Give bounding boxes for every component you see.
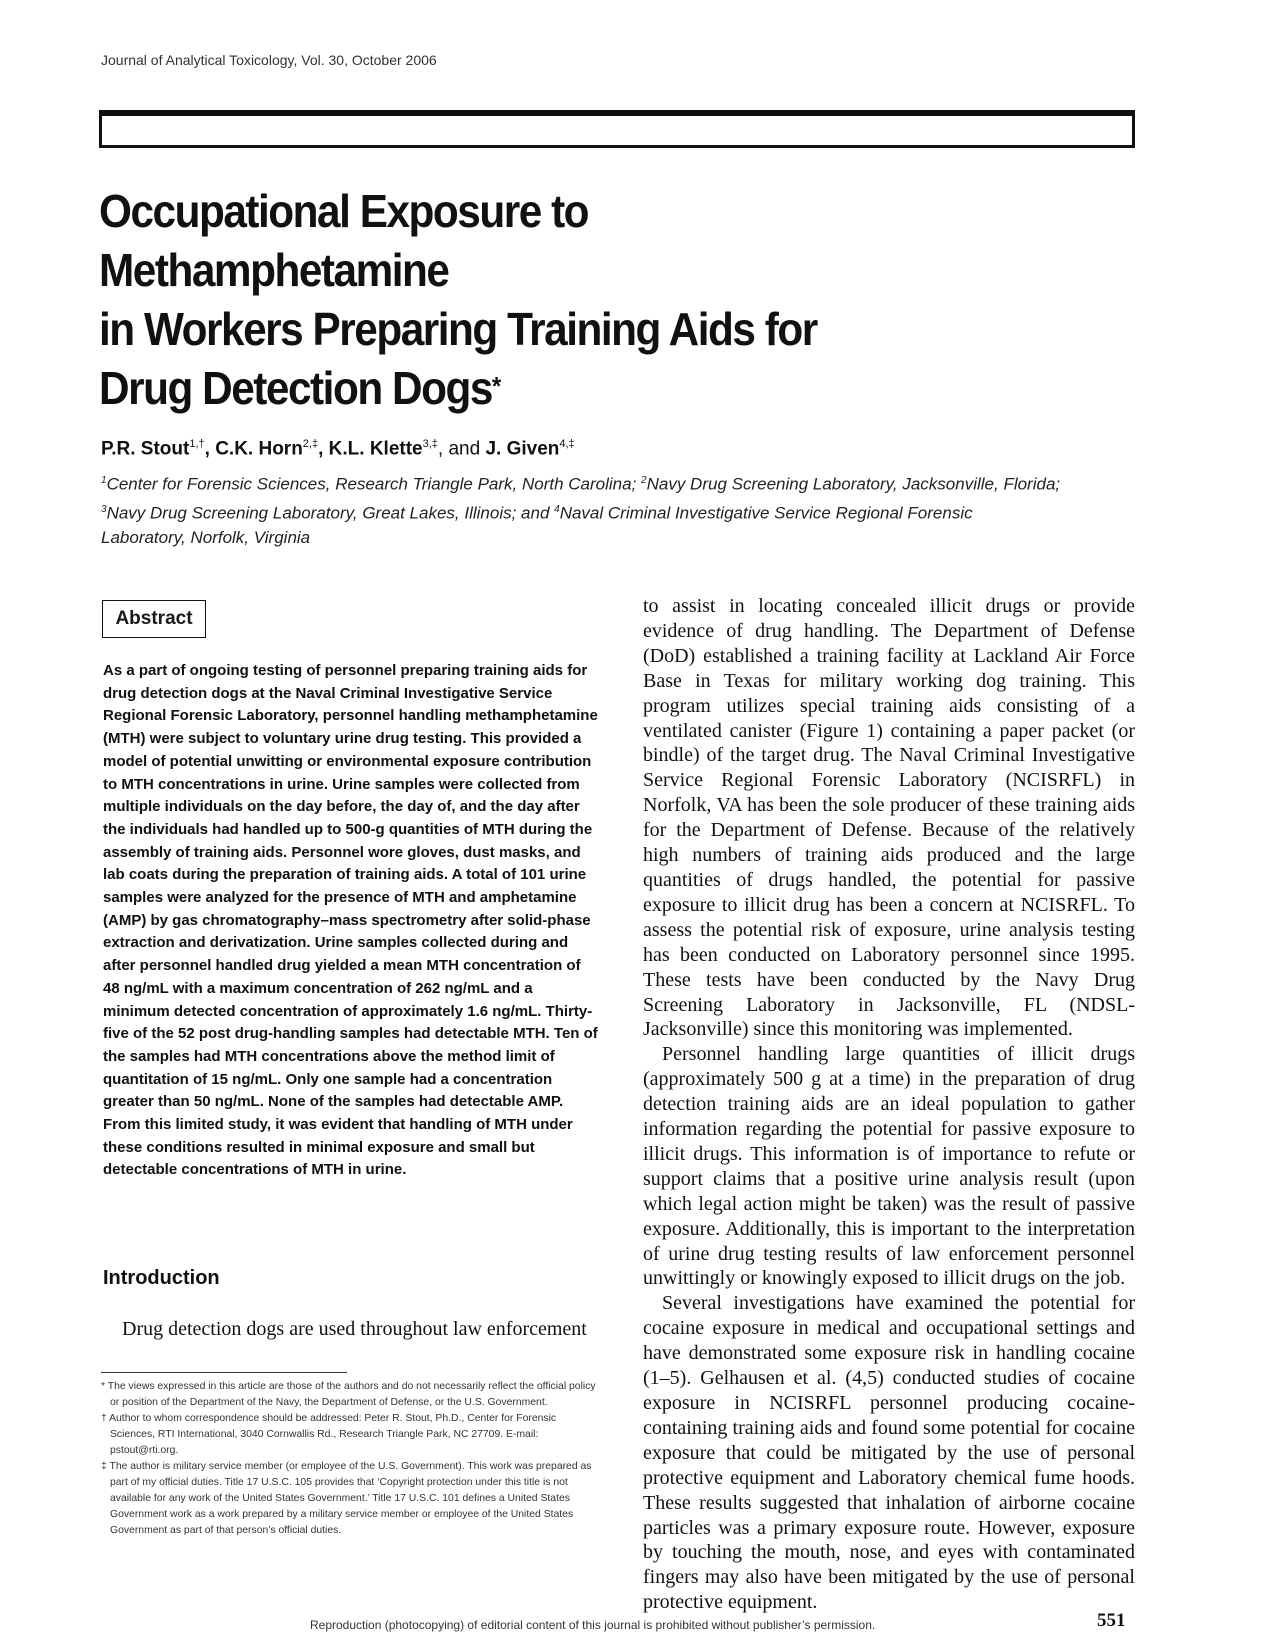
- author-separator: , and: [437, 438, 486, 460]
- author-affiliation-sup: 2,‡: [302, 438, 319, 450]
- title-footnote-marker: *: [491, 371, 500, 401]
- journal-header: Journal of Analytical Toxicology, Vol. 30, October 2006: [101, 52, 437, 68]
- title-line-2: in Workers Preparing Training Aids for: [99, 303, 817, 355]
- header-rule-box: [99, 110, 1135, 148]
- affiliation-number: 2: [641, 475, 647, 486]
- affiliation-text: Navy Drug Screening Laboratory, Jacksonville, Florida;: [646, 474, 1061, 494]
- copyright-footer: Reproduction (photocopying) of editorial content of this journal is prohibited without publisher’s permission.: [310, 1618, 876, 1632]
- author-name: C.K. Horn: [215, 438, 303, 460]
- affiliation-number: 1: [101, 475, 107, 486]
- affiliation-number: 4: [554, 503, 560, 515]
- introduction-heading: Introduction: [103, 1267, 220, 1289]
- author-affiliation-sup: 3,‡: [422, 438, 438, 450]
- affiliation-text: Navy Drug Screening Laboratory, Great Lakes, Illinois; and: [106, 503, 555, 523]
- page-number: 551: [1097, 1610, 1126, 1631]
- footnote: ‡ The author is military service member (or employee of the U.S. Government). This work was prepared as part of my official duties. Title 17 U.S.C. 105 provides that ‘Copyright protection under this title is not available for any work of the United States Government.’ Title 17 U.S.C. 101 defines a United States Government work as a work prepared by a military service member or employee of the United States Government as part of that person’s official duties.: [101, 1461, 592, 1536]
- footnote: * The views expressed in this article are those of the authors and do not necessarily reflect the official policy or position of the Department of the Navy, the Department of Defense, or the U.S. Government.: [101, 1381, 596, 1408]
- affiliation-text: Naval Criminal Investigative Service Regional Forensic Laboratory, Norfolk, Virginia: [101, 503, 973, 548]
- abstract-text: As a part of ongoing testing of personnel preparing training aids for drug detection dogs at the Naval Criminal Investigative Service Regional Forensic Laboratory, personnel handling methamphetamine (MTH) were subject to voluntary urine drug testing. This provided a model of potential unwitting or environmental exposure contribution to MTH concentrations in urine. Urine samples were collected from multiple individuals on the day before, the day of, and the day after the individuals had handled up to 500-g quantities of MTH during the assembly of training aids. Personnel wore gloves, dust masks, and lab coats during the preparation of training aids. A total of 101 urine samples were analyzed for the presence of MTH and amphetamine (AMP) by gas chromatography–mass spectrometry after solid-phase extraction and derivatization. Urine samples collected during and after personnel handled drug yielded a mean MTH concentration of 48 ng/mL with a maximum concentration of 262 ng/mL and a minimum detected concentration of approximately 1.6 ng/mL. Thirty-five of the 52 post drug-handling samples had detectable MTH. Ten of the samples had MTH concentrations above the method limit of quantitation of 15 ng/mL. Only one sample had a concentration greater than 50 ng/mL. None of the samples had detectable AMP. From this limited study, it was evident that handling of MTH under these conditions resulted in minimal exposure and small but detectable concentrations of MTH in urine.: [103, 662, 598, 1179]
- author-separator: ,: [204, 438, 216, 460]
- affiliation-text: Center for Forensic Sciences, Research Triangle Park, North Carolina;: [106, 474, 642, 494]
- body-paragraph: Several investigations have examined the potential for cocaine exposure in medical and occupational settings and have demonstrated some exposure risk in handling cocaine (1–5). Gelhausen et al. (4,5) conducted studies of cocaine exposure in NCISRFL personnel producing cocaine-containing training aids and found some potential for cocaine exposure that could be mitigated by the use of personal protective equipment and Laboratory chemical fume hoods. These results suggested that inhalation of airborne cocaine particles was a primary exposure route. However, exposure by touching the mouth, nose, and eyes with contaminated fingers may also have been mitigated by the use of personal protective equipment.: [643, 1292, 1135, 1614]
- abstract-heading: Abstract: [102, 600, 206, 638]
- affiliation-number: 3: [101, 503, 107, 515]
- title-line-3: Drug Detection Dogs: [99, 362, 492, 414]
- author-name: J. Given: [485, 438, 560, 460]
- title-line-1: Occupational Exposure to Methamphetamine: [99, 185, 589, 296]
- footnote-divider: [101, 1372, 347, 1373]
- body-paragraph: to assist in locating concealed illicit drugs or provide evidence of drug handling. The Department of Defense (DoD) established a training facility at Lackland Air Force Base in Texas for military working dog training. This program utilizes special training aids consisting of a ventilated canister (Figure 1) containing a paper packet (or bindle) of the target drug. The Naval Criminal Investigative Service Regional Forensic Laboratory (NCISRFL) in Norfolk, VA has been the sole producer of these training aids for the Department of Defense. Because of the relatively high numbers of training aids produced and the large quantities of drugs handled, the potential for passive exposure to illicit drug has been a concern at NCISRFL. To assess the potential risk of exposure, urine analysis testing has been conducted on Laboratory personnel since 1995. These tests have been conducted by the Navy Drug Screening Laboratory in Jacksonville, FL (NDSL-Jacksonville) since this monitoring was implemented.: [643, 595, 1135, 1041]
- author-list: [101, 438, 575, 460]
- author-name: P.R. Stout: [101, 438, 190, 460]
- footnotes: [101, 1379, 598, 1539]
- author-affiliation-sup: 1,†: [189, 438, 205, 450]
- footnote: † Author to whom correspondence should be addressed: Peter R. Stout, Ph.D., Center for Forensic Sciences, RTI International, 3040 Cornwallis Rd., Research Triangle Park, NC 27709. E-mail: pstout@rti.org.: [101, 1413, 557, 1456]
- affiliations: [101, 468, 1061, 550]
- introduction-first-line: Drug detection dogs are used throughout law enforcement: [122, 1318, 587, 1340]
- article-title: [99, 182, 927, 418]
- body-paragraph: Personnel handling large quantities of illicit drugs (approximately 500 g at a time) in the preparation of drug detection training aids are an ideal population to gather information regarding the potential for passive exposure to illicit drugs. This information is of importance to refute or support claims that a positive urine analysis result (upon which legal action might be taken) was the result of passive exposure. Additionally, this is important to the interpretation of urine drug testing results of law enforcement personnel unwittingly or knowingly exposed to illicit drugs on the job.: [643, 1043, 1135, 1290]
- right-column-body: [643, 594, 1135, 1615]
- author-separator: ,: [318, 438, 329, 460]
- author-name: K.L. Klette: [328, 438, 423, 460]
- author-affiliation-sup: 4,‡: [559, 438, 575, 450]
